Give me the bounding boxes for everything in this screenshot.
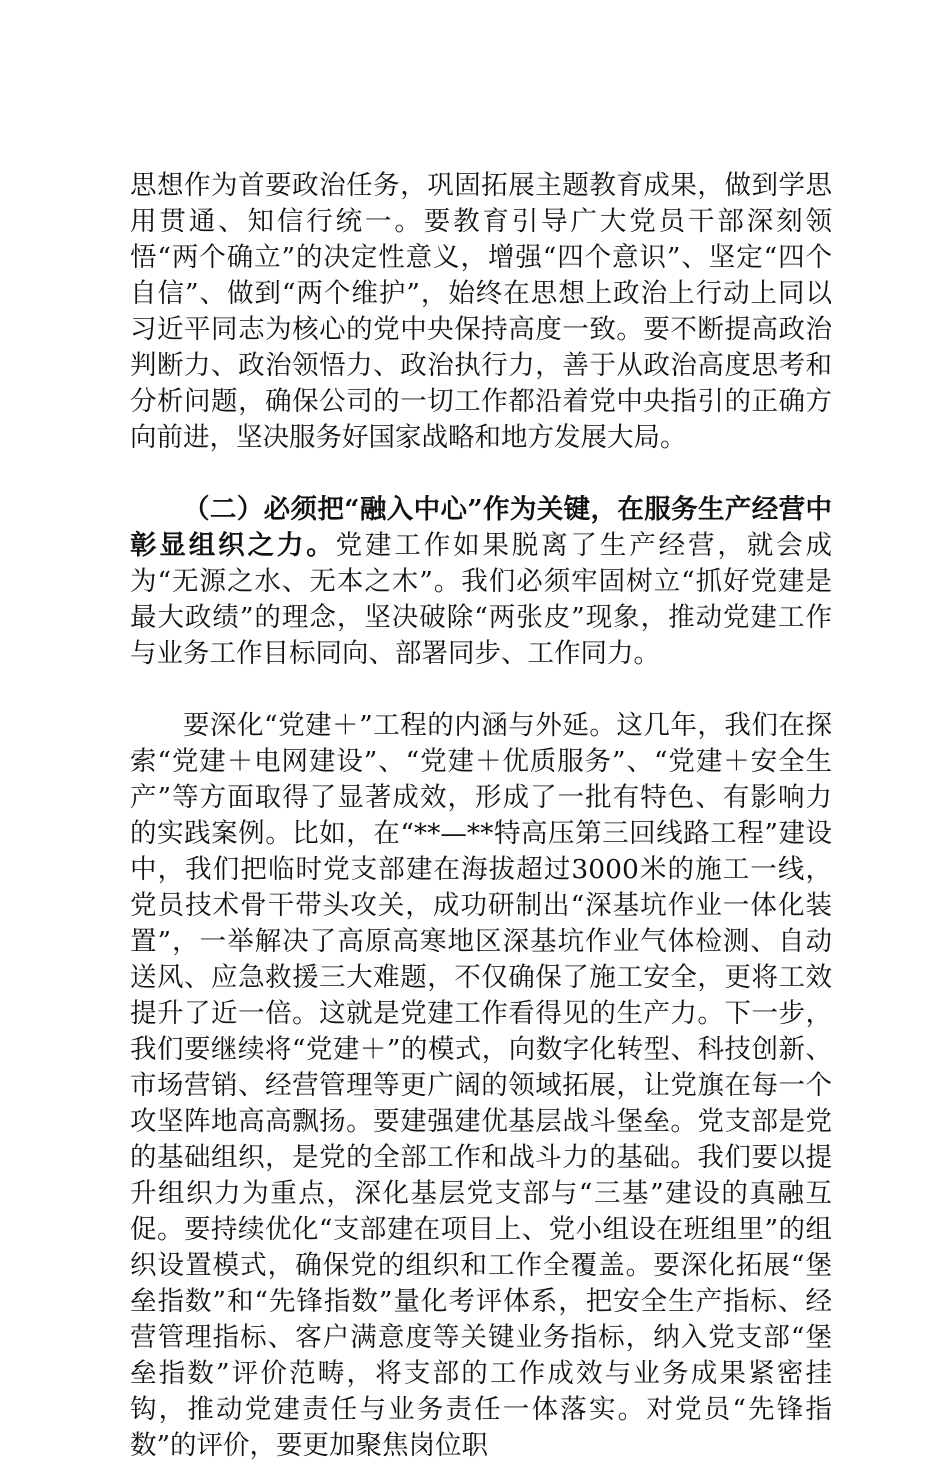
paragraph-political-task: 思想作为首要政治任务，巩固拓展主题教育成果，做到学思用贯通、知信行统一。要教育引导广大党员干部深刻领悟“两个确立”的决定性意义，增强“四个意识”、坚定“四个自信”、做到“两个维护”，始终在思想上政治上行动上同以习近平同志为核心的党中央保持高度一致。要不断提高政治判断力、政治领悟力、政治执行力，善于从政治高度思考和分析问题，确保公司的一切工作都沿着党中央指引的正确方向前进，坚决服务好国家战略和地方发展大局。 <box>130 170 832 453</box>
paragraph-spacer <box>130 672 832 708</box>
section-body-2: 党建工作如果脱离了生产经营，就会成为“无源之水、无本之木”。我们必须牢固树立“抓好党建是最大政绩”的理念，坚决破除“两张皮”现象，推动党建工作与业务工作目标同向、部署同步、工作同力。 <box>130 530 833 669</box>
paragraph-spacer <box>130 456 832 492</box>
paragraph-integration-center <box>130 492 832 672</box>
document-page <box>130 168 832 1464</box>
section-heading-2: （二）必须把“融入中心”作为关键，在服务生产经营中彰显组织之力。 <box>130 494 832 561</box>
paragraph-party-building-plus: 要深化“党建＋”工程的内涵与外延。这几年，我们在探索“党建＋电网建设”、“党建＋优质服务”、“党建＋安全生产”等方面取得了显著成效，形成了一批有特色、有影响力的实践案例。比如，在“**—**特高压第三回线路工程”建设中，我们把临时党支部建在海拔超过3000米的施工一线，党员技术骨干带头攻关，成功研制出“深基坑作业一体化装置”，一举解决了高原高寒地区深基坑作业气体检测、自动送风、应急救援三大难题，不仅确保了施工安全，更将工效提升了近一倍。这就是党建工作看得见的生产力。下一步，我们要继续将“党建＋”的模式，向数字化转型、科技创新、市场营销、经营管理等更广阔的领域拓展，让党旗在每一个攻坚阵地高高飘扬。要建强建优基层战斗堡垒。党支部是党的基础组织，是党的全部工作和战斗力的基础。我们要以提升组织力为重点，深化基层党支部与“三基”建设的真融互促。要持续优化“支部建在项目上、党小组设在班组里”的组织设置模式，确保党的组织和工作全覆盖。要深化拓展“堡垒指数”和“先锋指数”量化考评体系，把安全生产指标、经营管理指标、客户满意度等关键业务指标，纳入党支部“堡垒指数”评价范畴，将支部的工作成效与业务成果紧密挂钩，推动党建责任与业务责任一体落实。对党员“先锋指数”的评价，要更加聚焦岗位职 <box>130 710 832 1461</box>
